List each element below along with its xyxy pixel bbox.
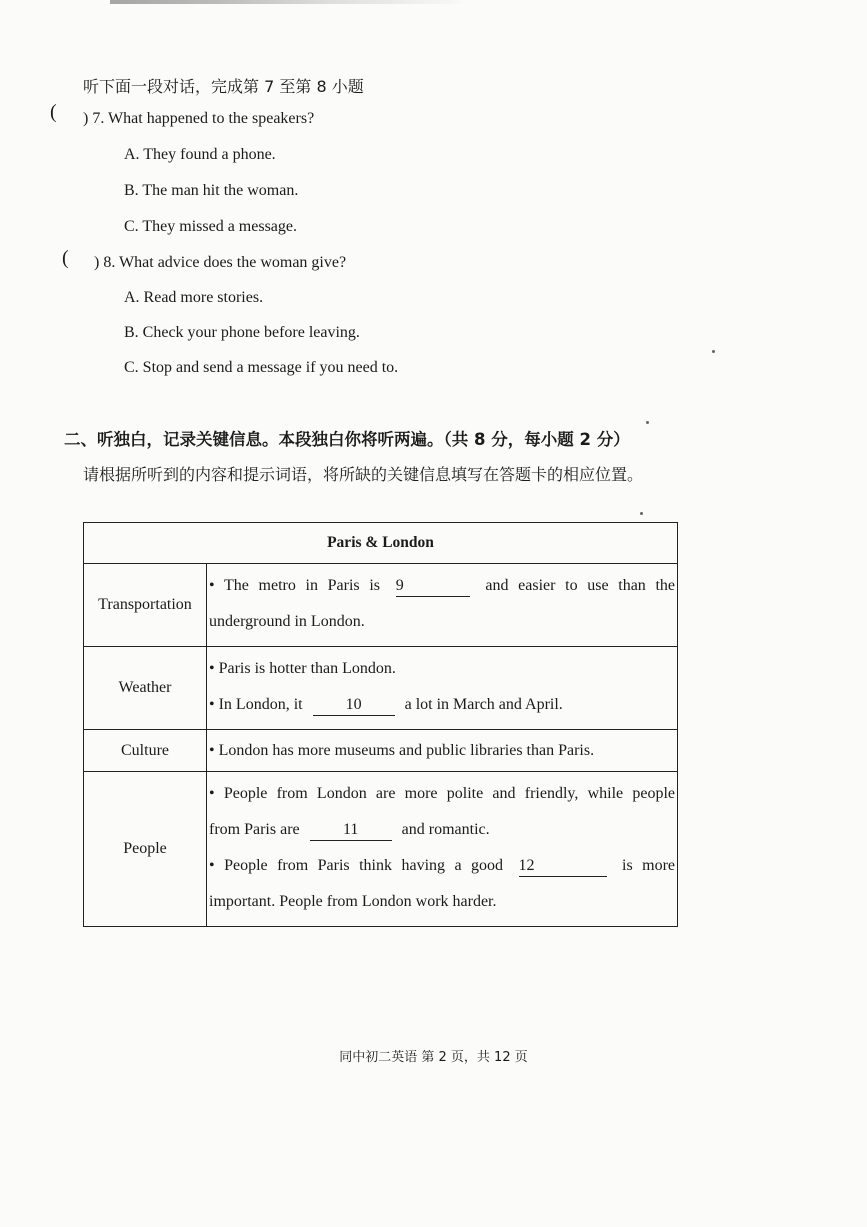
- notes-table: [83, 522, 678, 927]
- table-title: Paris & London: [84, 523, 678, 564]
- question-8-option-a: A. Read more stories.: [124, 289, 264, 306]
- people-line2-start: from Paris are: [209, 821, 300, 838]
- question-8-option-c: C. Stop and send a message if you need to.: [124, 359, 399, 376]
- row-content-people: [207, 772, 678, 927]
- row-label-people: People: [84, 772, 207, 927]
- blank-12: 12: [519, 856, 607, 877]
- transportation-line1-end: and easier to use than the: [485, 577, 676, 594]
- row-label-transportation: Transportation: [84, 564, 207, 647]
- question-8-option-b: B. Check your phone before leaving.: [124, 324, 360, 341]
- transportation-line2: underground in London.: [209, 613, 365, 630]
- question-7-option-b: B. The man hit the woman.: [124, 182, 299, 199]
- section-2-instruction: 请根据所听到的内容和提示词语，将所缺的关键信息填写在答题卡的相应位置。: [83, 465, 644, 484]
- scan-speck: [640, 512, 643, 515]
- weather-line2-start: • In London, it: [209, 696, 303, 713]
- culture-line1: • London has more museums and public libraries than Paris.: [209, 741, 595, 759]
- row-content-culture: [207, 730, 678, 772]
- transportation-line1-start: • The metro in Paris is: [209, 577, 380, 594]
- people-line3-end: is more: [622, 857, 676, 874]
- dialogue-intro: 听下面一段对话，完成第 7 至第 8 小题: [83, 77, 364, 96]
- blank-9: 9: [396, 576, 470, 597]
- answer-paren-8: (: [62, 247, 69, 269]
- weather-line1: • Paris is hotter than London.: [209, 660, 396, 677]
- table-row-culture: [84, 730, 678, 772]
- row-content-weather: [207, 647, 678, 730]
- blank-10: 10: [313, 695, 395, 716]
- row-label-weather: Weather: [84, 647, 207, 730]
- table-row-people: [84, 772, 678, 927]
- people-line2-end: and romantic.: [401, 821, 490, 838]
- section-2-title: 二、听独白，记录关键信息。本段独白你将听两遍。（共 8 分，每小题 2 分）: [64, 430, 630, 449]
- scan-speck: [646, 421, 649, 424]
- blank-11: 11: [310, 820, 392, 841]
- row-label-culture: Culture: [84, 730, 207, 772]
- scan-speck: [712, 350, 715, 353]
- people-line3-start: • People from Paris think having a good: [209, 857, 504, 874]
- page-footer: 同中初二英语 第 2 页，共 12 页: [339, 1050, 528, 1065]
- question-7-stem: ) 7. What happened to the speakers?: [83, 110, 315, 127]
- people-line1: • People from London are more polite and friendly, while people: [209, 785, 675, 802]
- table-row-transportation: [84, 564, 678, 647]
- scan-edge-mark: [110, 0, 470, 4]
- row-content-transportation: [207, 564, 678, 647]
- question-7-option-a: A. They found a phone.: [124, 146, 276, 163]
- people-line4: important. People from London work harder.: [209, 893, 497, 910]
- weather-line2-end: a lot in March and April.: [404, 696, 563, 713]
- question-8-stem: ) 8. What advice does the woman give?: [94, 254, 347, 271]
- table-row-weather: [84, 647, 678, 730]
- question-7-option-c: C. They missed a message.: [124, 218, 298, 235]
- answer-paren-7: (: [50, 101, 57, 123]
